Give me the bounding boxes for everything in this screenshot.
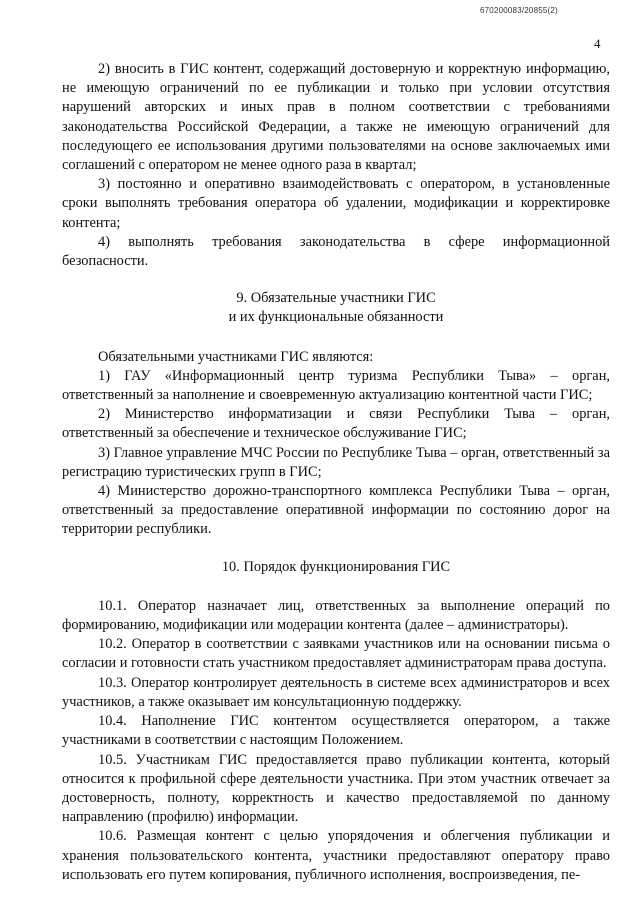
document-code: 670200083/20855(2)	[480, 6, 558, 15]
clause-10-6: 10.6. Размещая контент с целью упорядочения и облегчения публикации и хранения пользовательского контента, участники предоставляют оператору право использовать его путем копирования, публичного исполнения, воспроизведения, пе-	[62, 828, 610, 883]
clause-10-3: 10.3. Оператор контролирует деятельность в системе всех администраторов и всех участников, а также оказывает им консультационную поддержку.	[62, 674, 610, 710]
participant-item: 3) Главное управление МЧС России по Республике Тыва – орган, ответственный за регистрацию туристических групп в ГИС;	[62, 444, 610, 480]
clause-10-5: 10.5. Участникам ГИС предоставляется право публикации контента, который относится к профильной сфере деятельности участника. При этом участник отвечает за достоверность, полноту, корректность и качество предоставляемой по данному направлению (профилю) информации.	[62, 751, 610, 826]
clause-10-2: 10.2. Оператор в соответствии с заявками участников или на основании письма о согласии и готовности стать участником предоставляет администраторам права доступа.	[62, 636, 610, 672]
list-item-4: 4) выполнять требования законодательства в сфере информационной безопасности.	[62, 233, 610, 270]
participant-item: 1) ГАУ «Информационный центр туризма Республики Тыва» – орган, ответственный за наполнение и своевременную актуализацию контентной части ГИС;	[62, 367, 610, 404]
section-9-title-line2: и их функциональные обязанности	[228, 309, 444, 326]
page-number: 4	[594, 36, 601, 51]
list-item-2: 2) вносить в ГИС контент, содержащий достоверную и корректную информацию, не имеющую ограничений по ее публикации и только при условии отсутствия нарушений авторских и иных прав в полном соответствии с требованиями законодательства Российской Федерации, а также не имеющую ограничений для последующего ее использования другими пользователями на основе заключаемых ими соглашений с оператором не менее одного раза в квартал;	[62, 61, 610, 174]
section-9-title-line1: 9. Обязательные участники ГИС	[236, 290, 436, 307]
section-9-intro: Обязательными участниками ГИС являются:	[98, 348, 374, 365]
section-10-title: 10. Порядок функционирования ГИС	[221, 558, 451, 575]
clause-10-4: 10.4. Наполнение ГИС контентом осуществляется оператором, а также участниками в соответствии с настоящим Положением.	[62, 713, 610, 749]
clause-10-1: 10.1. Оператор назначает лиц, ответственных за выполнение операций по формированию, модификации или модерации контента (далее – администраторы).	[62, 597, 610, 634]
list-item-3: 3) постоянно и оперативно взаимодействовать с оператором, в установленные сроки выполнять требования оператора об удалении, модификации и корректировке контента;	[62, 176, 610, 231]
participant-item: 4) Министерство дорожно-транспортного комплекса Республики Тыва – орган, ответственный за предоставление оперативной информации по состоянию дорог на территории республики.	[62, 483, 610, 538]
document-body	[62, 60, 610, 885]
participant-item: 2) Министерство информатизации и связи Республики Тыва – орган, ответственный за обеспечение и техническое обслуживание ГИС;	[62, 406, 610, 442]
